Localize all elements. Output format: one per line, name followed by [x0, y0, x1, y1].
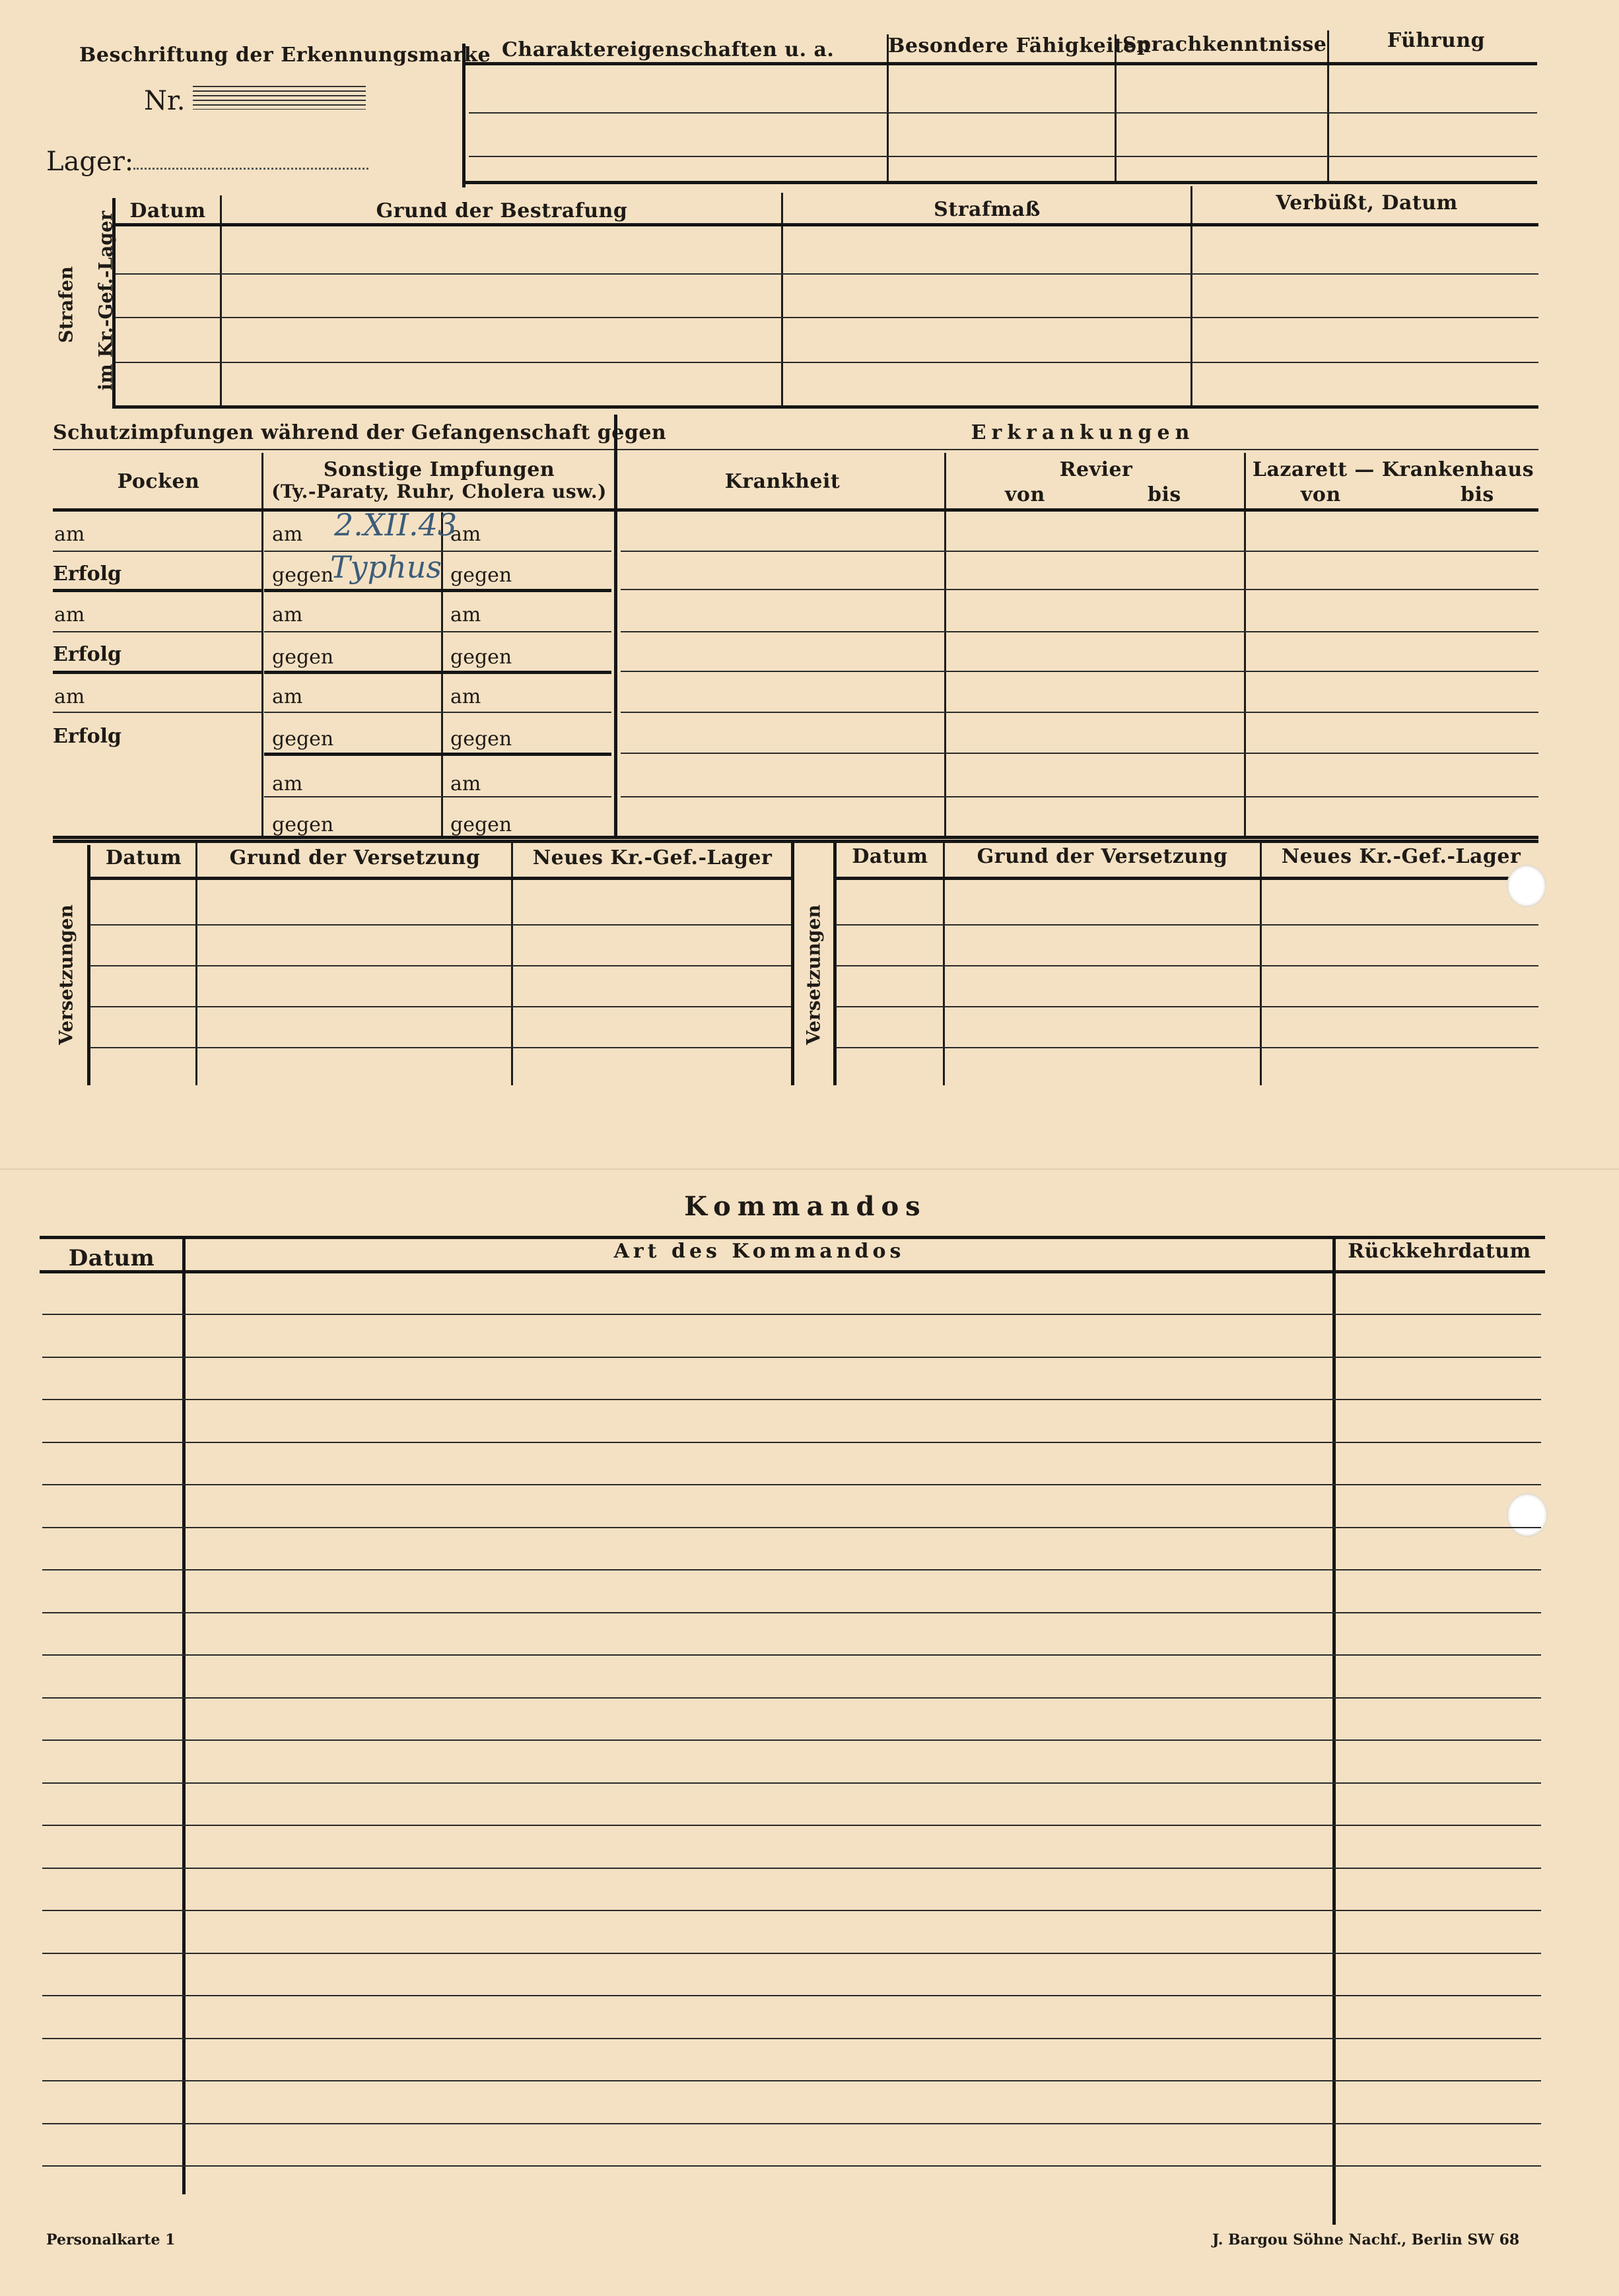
kommandos-header-rule: [40, 1270, 1545, 1273]
strafen-bottom-rule: [112, 405, 1538, 409]
handwritten-typhus: Typhus: [330, 549, 442, 585]
other-am-b2: am: [450, 603, 481, 626]
footer-right: J. Bargou Söhne Nachf., Berlin SW 68: [1212, 2231, 1520, 2248]
kommandos-top-rule: [40, 1236, 1545, 1239]
erk-col-revier: Revier: [1059, 458, 1133, 481]
other-am-b1: am: [450, 523, 481, 546]
kommandos-row-line: [42, 1654, 1541, 1656]
pocken-am-3: am: [54, 685, 85, 708]
strafen-col-penalty: Strafmaß: [934, 198, 1041, 221]
vline: [1190, 186, 1192, 408]
punch-hole: [1507, 865, 1546, 907]
kommandos-vline-1: [182, 1237, 186, 2194]
strafen-header-rule: [112, 223, 1538, 226]
pocken-am-1: am: [54, 523, 85, 546]
col-languages: Sprachkenntnisse: [1122, 33, 1327, 56]
impf-col-pocken: Pocken: [117, 470, 200, 493]
row-line: [116, 273, 1538, 275]
kommandos-row-line: [42, 1314, 1541, 1315]
impf-header-rule: [53, 508, 1538, 512]
fold-line: [0, 1168, 1619, 1170]
erk-revier-von: von: [1005, 483, 1045, 506]
vline: [887, 34, 889, 181]
erk-line: [621, 631, 1538, 632]
vers-top-rule: [53, 840, 1538, 843]
kommandos-row-line: [42, 1484, 1541, 1485]
vers-line: [836, 965, 1538, 966]
kommandos-row-line: [42, 1527, 1541, 1528]
kommandos-row-line: [42, 1995, 1541, 1996]
kommandos-row-line: [42, 1569, 1541, 1570]
impf-title: Schutzimpfungen während der Gefangenschaft gegen: [53, 421, 667, 444]
kommandos-row-line: [42, 1868, 1541, 1869]
strafen-col-reason: Grund der Bestrafung: [376, 199, 628, 222]
kommandos-row-line: [42, 1442, 1541, 1443]
pocken-line: [53, 712, 261, 713]
other-am-b4: am: [450, 772, 481, 795]
col-character: Charaktereigenschaften u. a.: [502, 38, 835, 61]
marker-title: Beschriftung der Erkennungsmarke: [79, 44, 491, 67]
top-header-rule: [462, 62, 1537, 65]
kommandos-row-line: [42, 2165, 1541, 2167]
other-gegen-b4: gegen: [450, 813, 512, 836]
kommandos-row-line: [42, 1953, 1541, 1954]
pocken-line: [53, 671, 261, 674]
vers-col-camp-right: Neues Kr.-Gef.-Lager: [1281, 845, 1521, 868]
kommandos-row-line: [42, 2123, 1541, 2124]
vers-line: [90, 965, 791, 966]
top-bottom-rule: [462, 181, 1537, 184]
other-line: [264, 589, 611, 592]
pocken-am-2: am: [54, 603, 85, 626]
col-conduct: Führung: [1387, 29, 1486, 52]
nr-lines: [193, 86, 366, 110]
vers-side-label-right: Versetzungen: [802, 904, 825, 1045]
vers-col-reason-right: Grund der Versetzung: [977, 845, 1228, 868]
other-am-a3: am: [272, 685, 303, 708]
vline: [1115, 34, 1117, 181]
pocken-erfolg-2: Erfolg: [53, 643, 121, 666]
other-am-b3: am: [450, 685, 481, 708]
pocken-line: [53, 551, 261, 552]
pocken-erfolg-1: Erfolg: [53, 562, 121, 586]
vers-side-label-left: Versetzungen: [55, 904, 77, 1045]
nr-label: Nr.: [144, 86, 186, 116]
kommandos-row-line: [42, 2080, 1541, 2081]
kommandos-row-line: [42, 1782, 1541, 1784]
impf-bottom-rule: [53, 836, 1538, 839]
erk-line: [621, 753, 1538, 754]
other-gegen-b3: gegen: [450, 727, 512, 751]
erk-revier-bis: bis: [1148, 483, 1181, 506]
erkrankungen-title: Erkrankungen: [971, 421, 1195, 444]
impf-col-other-2: (Ty.-Paraty, Ruhr, Cholera usw.): [271, 481, 607, 502]
erk-line: [621, 796, 1538, 797]
erk-line: [621, 551, 1538, 552]
kommandos-row-line: [42, 1739, 1541, 1741]
col-abilities: Besondere Fähigkeiten: [888, 34, 1152, 57]
pocken-line: [53, 631, 261, 632]
kommandos-row-line: [42, 1612, 1541, 1613]
vers-col-date-left: Datum: [105, 846, 182, 869]
other-line: [264, 712, 611, 713]
kommandos-row-line: [42, 1697, 1541, 1699]
footer-left: Personalkarte 1: [46, 2231, 176, 2248]
erk-lazarett-von: von: [1301, 483, 1341, 506]
kommandos-row-line: [42, 1825, 1541, 1826]
vers-line: [90, 1047, 791, 1048]
vers-col-reason-left: Grund der Versetzung: [229, 846, 481, 869]
vline: [220, 195, 222, 408]
other-gegen-a2: gegen: [272, 646, 334, 669]
row-line: [469, 156, 1537, 157]
other-line: [264, 671, 611, 674]
impf-col-other-1: Sonstige Impfungen: [323, 458, 555, 481]
erk-line: [621, 671, 1538, 672]
punch-hole: [1507, 1493, 1548, 1537]
erk-col-lazarett: Lazarett — Krankenhaus: [1252, 458, 1534, 481]
pocken-line: [53, 589, 261, 592]
erk-line: [621, 589, 1538, 590]
impf-erk-divider: [614, 415, 617, 837]
kommandos-title: Kommandos: [684, 1191, 927, 1222]
kommandos-row-line: [42, 2038, 1541, 2039]
vers-line: [90, 924, 791, 926]
lager-label: Lager:: [46, 147, 134, 177]
kommandos-row-line: [42, 1357, 1541, 1358]
vers-col-camp-left: Neues Kr.-Gef.-Lager: [532, 846, 773, 869]
strafen-col-served: Verbüßt, Datum: [1276, 191, 1458, 215]
other-am-a4: am: [272, 772, 303, 795]
vers-header-rule-left: [87, 877, 791, 880]
other-am-a2: am: [272, 603, 303, 626]
other-gegen-b2: gegen: [450, 646, 512, 669]
handwritten-date: 2.XII.43: [334, 507, 458, 543]
erk-line: [621, 712, 1538, 713]
vers-col-date-right: Datum: [852, 845, 928, 868]
other-gegen-a3: gegen: [272, 727, 334, 751]
other-line: [264, 753, 611, 756]
kommandos-vline-2: [1332, 1237, 1336, 2225]
kommandos-row-line: [42, 1399, 1541, 1400]
vers-line: [836, 1047, 1538, 1048]
vers-line: [836, 924, 1538, 926]
kommandos-col-type: Art des Kommandos: [613, 1240, 905, 1263]
vline: [1327, 30, 1329, 181]
other-line: [264, 551, 611, 552]
impf-title-rule: [53, 449, 1538, 450]
kommandos-col-return: Rückkehrdatum: [1348, 1240, 1531, 1263]
vers-header-rule-right: [833, 877, 1538, 880]
strafen-side-label-2: im Kr.-Gef.-Lager: [94, 211, 117, 391]
erk-lazarett-bis: bis: [1461, 483, 1494, 506]
vers-right-border: [791, 840, 794, 1085]
erk-col-krankheit: Krankheit: [724, 470, 841, 493]
other-line: [264, 631, 611, 632]
strafen-side-label-1: Strafen: [55, 266, 77, 343]
kommandos-row-line: [42, 1910, 1541, 1911]
lager-dotted-line: [133, 168, 368, 170]
row-line: [116, 362, 1538, 363]
other-gegen-a4: gegen: [272, 813, 334, 836]
other-am-a1: am: [272, 523, 303, 546]
kommandos-col-date: Datum: [68, 1245, 155, 1271]
pocken-erfolg-3: Erfolg: [53, 725, 121, 748]
vers-line: [836, 1006, 1538, 1007]
other-gegen-b1: gegen: [450, 564, 512, 587]
row-line: [469, 112, 1537, 114]
row-line: [116, 317, 1538, 318]
other-line: [264, 796, 611, 797]
strafen-col-date: Datum: [129, 199, 206, 222]
vers-line: [90, 1006, 791, 1007]
other-gegen-a1: gegen: [272, 564, 334, 587]
